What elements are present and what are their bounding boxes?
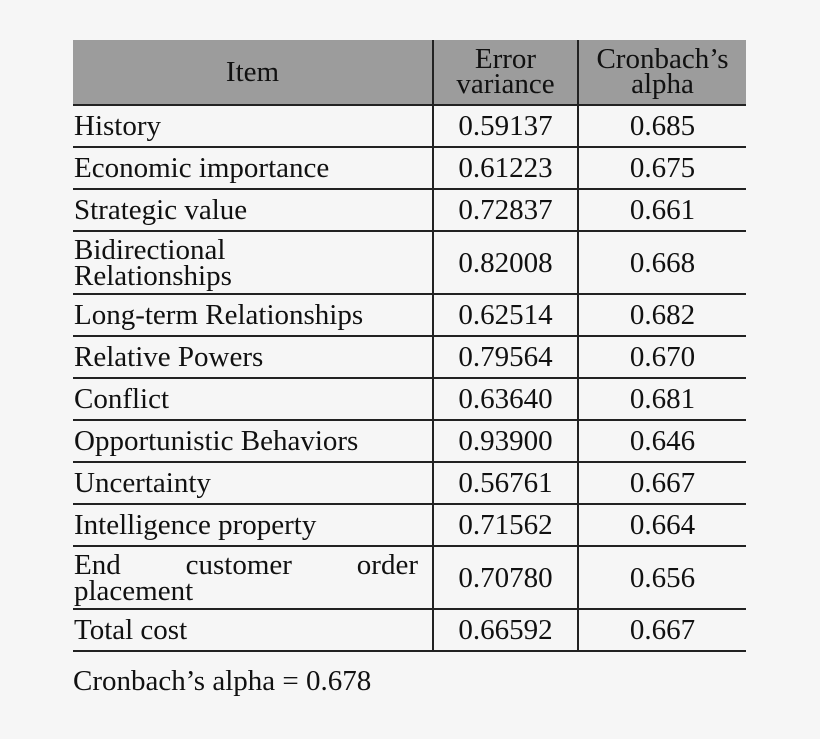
error-variance-cell: 0.62514 bbox=[433, 294, 578, 336]
table-row bbox=[73, 462, 746, 504]
header-row bbox=[73, 40, 746, 105]
error-variance-cell: 0.70780 bbox=[433, 546, 578, 609]
table-row bbox=[73, 147, 746, 189]
error-variance-cell: 0.72837 bbox=[433, 189, 578, 231]
alpha-cell: 0.681 bbox=[578, 378, 746, 420]
alpha-cell: 0.675 bbox=[578, 147, 746, 189]
header-cronbach-alpha: Cronbach’s alpha bbox=[578, 40, 746, 105]
item-cell: Total cost bbox=[73, 609, 433, 651]
alpha-cell: 0.656 bbox=[578, 546, 746, 609]
error-variance-cell: 0.82008 bbox=[433, 231, 578, 294]
item-cell: Conflict bbox=[73, 378, 433, 420]
table-row bbox=[73, 546, 746, 609]
item-line: End customer order bbox=[74, 548, 418, 581]
alpha-cell: 0.667 bbox=[578, 609, 746, 651]
table-row bbox=[73, 105, 746, 147]
table-row bbox=[73, 336, 746, 378]
error-variance-cell: 0.56761 bbox=[433, 462, 578, 504]
alpha-cell: 0.685 bbox=[578, 105, 746, 147]
table-row bbox=[73, 504, 746, 546]
item-cell: Uncertainty bbox=[73, 462, 433, 504]
table-row bbox=[73, 609, 746, 651]
table-header bbox=[73, 40, 746, 105]
header-error-variance: Error variance bbox=[433, 40, 578, 105]
error-variance-cell: 0.71562 bbox=[433, 504, 578, 546]
reliability-table-container bbox=[73, 40, 746, 652]
item-line: placement bbox=[74, 574, 194, 607]
table-row bbox=[73, 189, 746, 231]
error-variance-cell: 0.66592 bbox=[433, 609, 578, 651]
item-cell: Economic importance bbox=[73, 147, 433, 189]
error-variance-cell: 0.79564 bbox=[433, 336, 578, 378]
alpha-cell: 0.682 bbox=[578, 294, 746, 336]
alpha-cell: 0.646 bbox=[578, 420, 746, 462]
table-row bbox=[73, 231, 746, 294]
item-cell: Intelligence property bbox=[73, 504, 433, 546]
item-cell: Long-term Relationships bbox=[73, 294, 433, 336]
item-cell: Strategic value bbox=[73, 189, 433, 231]
alpha-cell: 0.668 bbox=[578, 231, 746, 294]
alpha-cell: 0.664 bbox=[578, 504, 746, 546]
error-variance-cell: 0.93900 bbox=[433, 420, 578, 462]
item-line: Relationships bbox=[74, 259, 232, 292]
table-row bbox=[73, 294, 746, 336]
item-cell bbox=[73, 231, 433, 294]
error-variance-cell: 0.59137 bbox=[433, 105, 578, 147]
item-cell: Opportunistic Behaviors bbox=[73, 420, 433, 462]
alpha-cell: 0.661 bbox=[578, 189, 746, 231]
item-line: Bidirectional bbox=[74, 233, 226, 266]
overall-cronbach-alpha-note: Cronbach’s alpha = 0.678 bbox=[73, 665, 372, 697]
item-cell: Relative Powers bbox=[73, 336, 433, 378]
header-item: Item bbox=[73, 40, 433, 105]
item-cell bbox=[73, 546, 433, 609]
alpha-cell: 0.667 bbox=[578, 462, 746, 504]
error-variance-cell: 0.61223 bbox=[433, 147, 578, 189]
alpha-cell: 0.670 bbox=[578, 336, 746, 378]
error-variance-cell: 0.63640 bbox=[433, 378, 578, 420]
table-row bbox=[73, 420, 746, 462]
table-body bbox=[73, 105, 746, 651]
table-row bbox=[73, 378, 746, 420]
reliability-table bbox=[73, 40, 746, 652]
item-cell: History bbox=[73, 105, 433, 147]
